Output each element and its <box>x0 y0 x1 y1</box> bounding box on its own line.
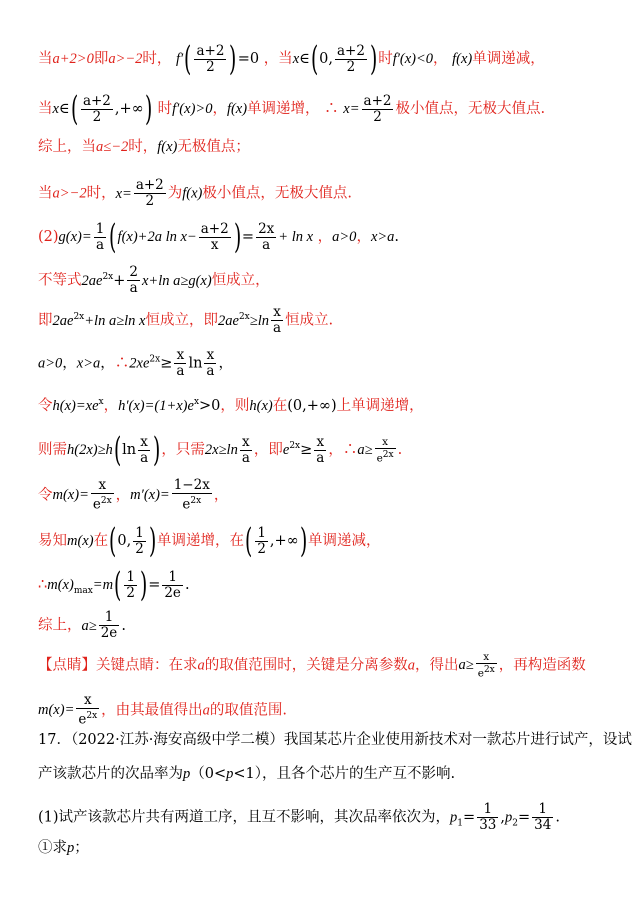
solution-line-13: $\therefore m(x)_{max}=m$( $\frac{1}{2}$ )= $\frac{1}{2e}$ . <box>38 565 190 605</box>
key-point-line-1: 【点睛】关键点睛：在求a的取值范围时，关键是分离参数a，得出a≥ $\frac{x}{e^{2x}}$ ，再构造函数 <box>38 651 586 680</box>
solution-line-9: 令$h(x)=xe^x$，$h'(x)=(1+x)e^x>0$，则h(x)在(0,+∞)上单调递增， <box>38 397 424 414</box>
solution-line-7: 即$2ae^{2x}+\ln$ a≥ln x恒成立，即$2ae^{2x}\ge\ln$ $\frac{x}{a}$ 恒成立. <box>38 304 334 336</box>
problem-17-subpart-1: ①求p； <box>38 840 89 856</box>
solution-line-8: a>0，x>a，$\therefore 2xe^{2x}\ge$ $\frac{x}{a}$ ln $\frac{x}{a}$ ， <box>38 347 233 379</box>
solution-line-4: 当a>−2时，x= $\frac{a+2}{2}$ 为f(x)极小值点，无极大值点. <box>38 177 352 209</box>
solution-line-5: (2)g(x)= $\frac{1}{a}$ (f(x)+2a ln x− $\frac{a+2}{x}$ )= $\frac{2x}{a}$ + ln x ，a>0，x>a. <box>38 217 400 257</box>
solution-line-14: 综上，a≥ $\frac{1}{2e}$ . <box>38 609 126 641</box>
solution-line-2: 当x∈( $\frac{a+2}{2}$ ,+∞) 时f′(x)>0，f(x)单调递增， ∴ x= $\frac{a+2}{2}$ 极小值点，无极大值点. <box>38 89 546 129</box>
solution-line-6: 不等式$2ae^{2x}+$ $\frac{2}{a}$ x+ln a≥g(x)恒成立， <box>38 264 270 296</box>
solution-line-10: 则需h(2x)≥h(ln $\frac{x}{a}$ )，只需2x≥ln $\frac{x}{a}$ ，即$e^{2x}\ge$ $\frac{x}{a}$ ，∴a≥ $\frac{x}{e^{2x}}$ . <box>38 430 403 470</box>
solution-line-3: 综上，当a≤−2时，f(x)无极值点； <box>38 139 250 155</box>
solution-line-1: 当a+2>0即a>−2时， f′( $\frac{a+2}{2}$ )=0 ，当x∈(0, $\frac{a+2}{2}$ )时f′(x)<0， f(x)单调递减， <box>38 39 545 79</box>
solution-line-12: 易知m(x)在(0, $\frac{1}{2}$ )单调递增，在( $\frac{1}{2}$ ,+∞)单调递减， <box>38 521 381 561</box>
problem-17-line-2: 产该款芯片的次品率为p（0<p<1），且各个芯片的生产互不影响. <box>38 766 456 782</box>
problem-17-line-1: 17．（2022·江苏·海安高级中学二模）我国某芯片企业使用新技术对一款芯片进行试产，设试 <box>38 732 632 748</box>
key-point-line-2: m(x)= $\frac{x}{e^{2x}}$ ，由其最值得出a的取值范围. <box>38 692 288 728</box>
solution-line-11: 令m(x)= $\frac{x}{e^{2x}}$ ，m′(x)= $\frac{1-2x}{e^{2x}}$ ， <box>38 477 229 513</box>
problem-17-part-1: (1)试产该款芯片共有两道工序，且互不影响，其次品率依次为，$p_1=$ $\frac{1}{33}$ $,p_2=$ $\frac{1}{34}$ . <box>38 801 560 833</box>
